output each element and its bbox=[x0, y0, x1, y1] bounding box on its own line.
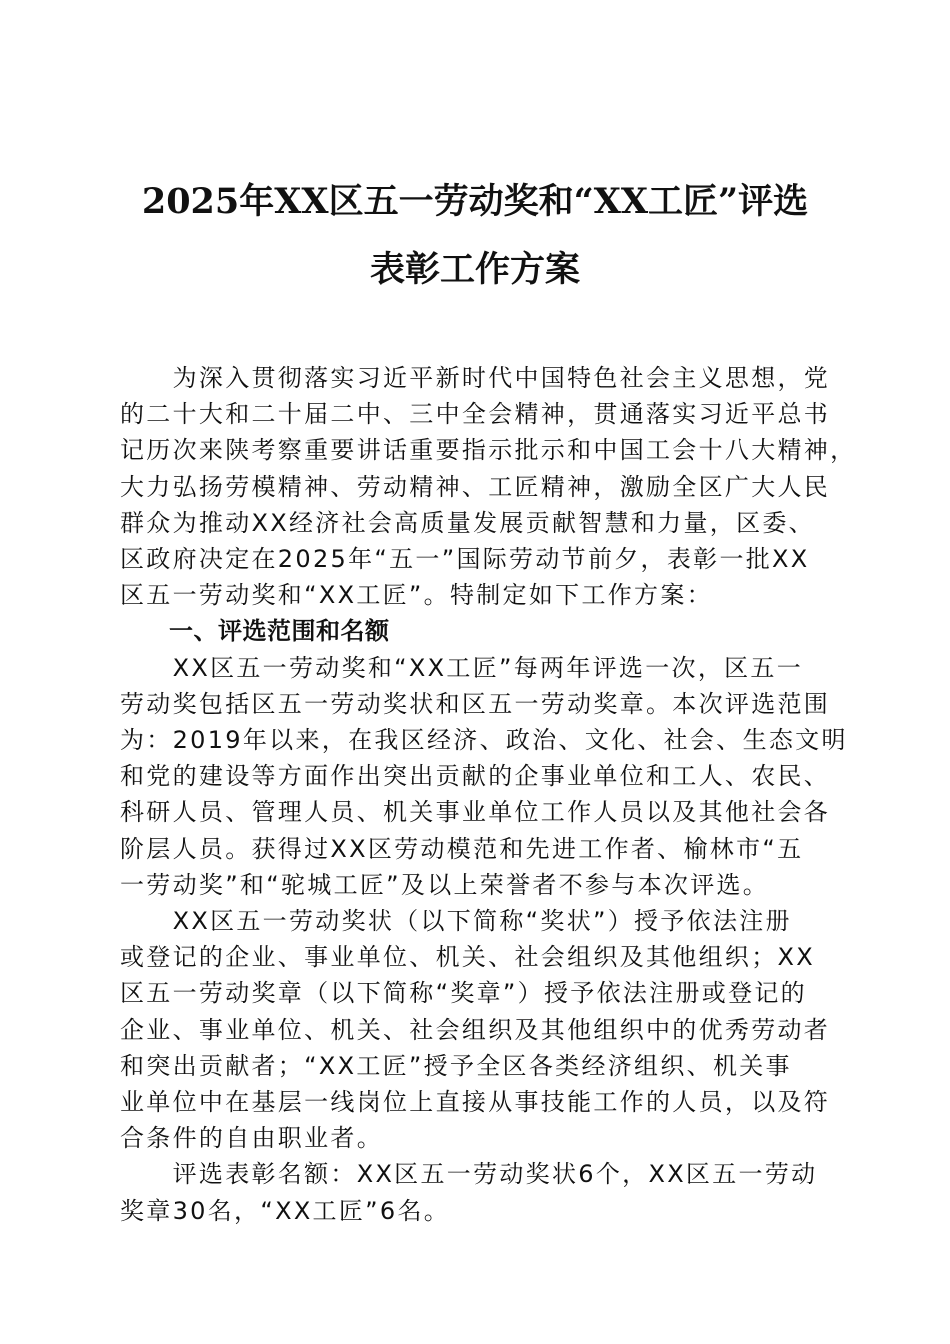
paragraph-line: 和党的建设等方面作出突出贡献的企事业单位和工人、农民、 bbox=[120, 762, 831, 791]
paragraph-line: 一劳动奖”和“驼城工匠”及以上荣誉者不参与本次评选。 bbox=[120, 870, 770, 899]
paragraph-line: 阶层人员。获得过XX区劳动模范和先进工作者、榆林市“五 bbox=[120, 834, 804, 863]
paragraph-line: 的二十大和二十届二中、三中全会精神，贯通落实习近平总书 bbox=[120, 400, 831, 429]
paragraph-line: 大力弘扬劳模精神、劳动精神、工匠精神，激励全区广大人民 bbox=[120, 472, 831, 501]
paragraph-line: 群众为推动XX经济社会高质量发展贡献智慧和力量，区委、 bbox=[120, 508, 815, 537]
paragraph-line: 为：2019年以来，在我区经济、政治、文化、社会、生态文明 bbox=[120, 726, 848, 755]
paragraph-line: 为深入贯彻落实习近平新时代中国特色社会主义思想，党 bbox=[120, 364, 831, 392]
paragraph-line: 企业、事业单位、机关、社会组织及其他组织中的优秀劳动者 bbox=[120, 1015, 831, 1044]
paragraph-line: 评选表彰名额：XX区五一劳动奖状6个，XX区五一劳动 bbox=[120, 1160, 818, 1189]
title-line-2: 表彰工作方案 bbox=[369, 249, 580, 290]
document-title bbox=[100, 168, 850, 304]
scope-paragraph bbox=[120, 650, 848, 903]
quota-paragraph bbox=[120, 1156, 840, 1228]
title-line-1: 2025年XX区五一劳动奖和“XX工匠”评选 bbox=[141, 181, 809, 222]
paragraph-line: 记历次来陕考察重要讲话重要指示批示和中国工会十八大精神， bbox=[120, 436, 857, 465]
paragraph-line: 科研人员、管理人员、机关事业单位工作人员以及其他社会各 bbox=[120, 798, 831, 827]
paragraph-line: 和突出贡献者；“XX工匠”授予全区各类经济组织、机关事 bbox=[120, 1051, 792, 1080]
document-body bbox=[120, 360, 857, 1229]
paragraph-line: 合条件的自由职业者。 bbox=[120, 1124, 383, 1153]
paragraph-line: 区五一劳动奖和“XX工匠”。特制定如下工作方案： bbox=[120, 581, 713, 610]
paragraph-line: XX区五一劳动奖状（以下简称“奖状”）授予依法注册 bbox=[120, 907, 792, 936]
award-paragraph bbox=[120, 903, 840, 1156]
section-heading-1 bbox=[120, 613, 840, 649]
paragraph-line: 区五一劳动奖章（以下简称“奖章”）授予依法注册或登记的 bbox=[120, 979, 807, 1008]
paragraph-line: 劳动奖包括区五一劳动奖状和区五一劳动奖章。本次评选范围 bbox=[120, 689, 831, 718]
paragraph-line: XX区五一劳动奖和“XX工匠”每两年评选一次，区五一 bbox=[120, 653, 804, 682]
paragraph-line: 业单位中在基层一线岗位上直接从事技能工作的人员，以及符 bbox=[120, 1088, 831, 1117]
intro-paragraph bbox=[120, 360, 857, 613]
paragraph-line: 奖章30名，“XX工匠”6名。 bbox=[120, 1196, 451, 1225]
paragraph-line: 或登记的企业、事业单位、机关、社会组织及其他组织；XX bbox=[120, 943, 815, 972]
paragraph-line: 区政府决定在2025年“五一”国际劳动节前夕，表彰一批XX bbox=[120, 545, 810, 574]
section-heading-text: 一、评选范围和名额 bbox=[120, 617, 390, 646]
